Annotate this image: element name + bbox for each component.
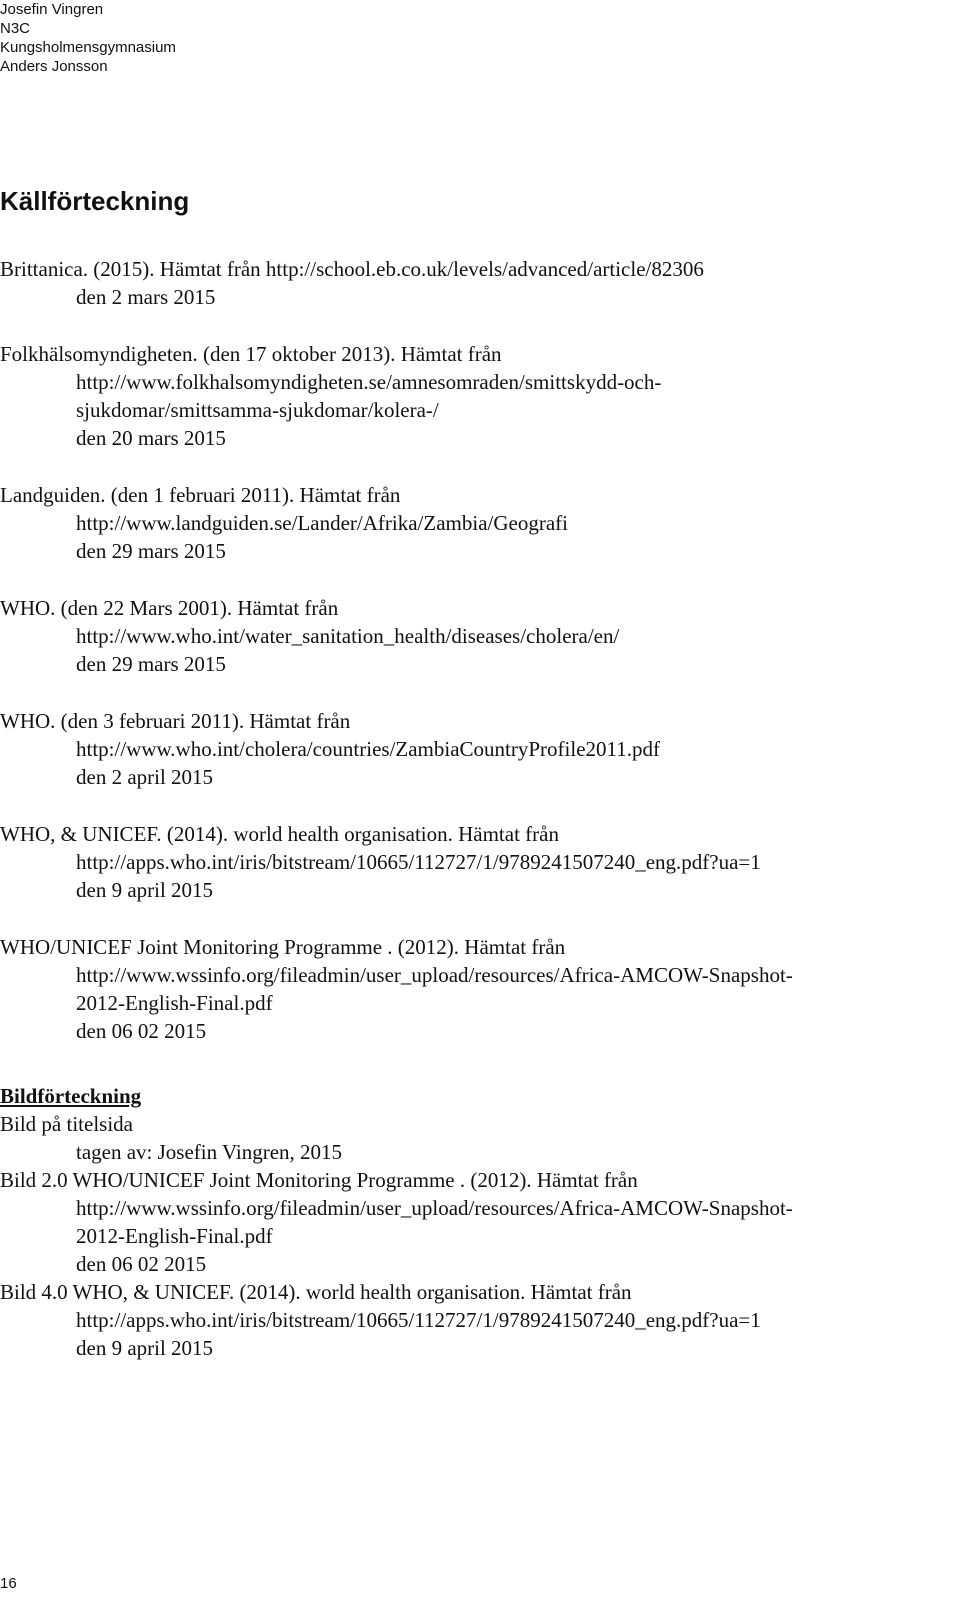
document-header <box>0 0 176 76</box>
author-name: Josefin Vingren <box>0 1 104 18</box>
reference-item <box>0 820 950 904</box>
picture-list-title: Bildförteckning <box>0 1084 142 1108</box>
reference-line: WHO. (den 22 Mars 2001). Hämtat från <box>0 596 339 620</box>
reference-line: Folkhälsomyndigheten. (den 17 oktober 2013). Hämtat från <box>0 342 502 366</box>
reference-line: Landguiden. (den 1 februari 2011). Hämtat från <box>0 483 401 507</box>
reference-line: WHO, & UNICEF. (2014). world health organisation. Hämtat från <box>0 822 559 846</box>
reference-line: WHO. (den 3 februari 2011). Hämtat från <box>0 709 351 733</box>
reference-item <box>0 707 950 791</box>
page-title: Källförteckning <box>0 186 190 216</box>
reference-line: den 2 mars 2015 <box>76 285 216 309</box>
reference-line: http://www.wssinfo.org/fileadmin/user_upload/resources/Africa-AMCOW-Snapshot- <box>76 963 793 987</box>
picture-line: http://www.wssinfo.org/fileadmin/user_upload/resources/Africa-AMCOW-Snapshot- <box>76 1196 793 1220</box>
reference-line: den 06 02 2015 <box>76 1019 207 1043</box>
picture-line: Bild 2.0 WHO/UNICEF Joint Monitoring Programme . (2012). Hämtat från <box>0 1168 638 1192</box>
teacher-name: Anders Jonsson <box>0 58 108 75</box>
reference-line: WHO/UNICEF Joint Monitoring Programme . (2012). Hämtat från <box>0 935 566 959</box>
reference-item <box>0 340 950 452</box>
picture-line: den 06 02 2015 <box>76 1252 207 1276</box>
school-name: Kungsholmensgymnasium <box>0 39 176 56</box>
picture-line: http://apps.who.int/iris/bitstream/10665/112727/1/9789241507240_eng.pdf?ua=1 <box>76 1308 761 1332</box>
reference-line: den 2 april 2015 <box>76 765 214 789</box>
class-name: N3C <box>0 20 31 37</box>
reference-line: http://www.who.int/cholera/countries/ZambiaCountryProfile2011.pdf <box>76 737 661 761</box>
reference-list <box>0 255 950 1074</box>
picture-line: Bild på titelsida <box>0 1112 133 1136</box>
picture-line: Bild 4.0 WHO, & UNICEF. (2014). world health organisation. Hämtat från <box>0 1280 632 1304</box>
picture-line: 2012-English-Final.pdf <box>76 1224 273 1248</box>
reference-line: sjukdomar/smittsamma-sjukdomar/kolera-/ <box>76 398 439 422</box>
reference-line: Brittanica. (2015). Hämtat från http://school.eb.co.uk/levels/advanced/article/82306 <box>0 257 704 281</box>
reference-line: den 29 mars 2015 <box>76 652 226 676</box>
reference-line: http://www.folkhalsomyndigheten.se/amnesomraden/smittskydd-och- <box>76 370 662 394</box>
picture-list <box>0 1082 950 1362</box>
reference-line: http://apps.who.int/iris/bitstream/10665/112727/1/9789241507240_eng.pdf?ua=1 <box>76 850 761 874</box>
picture-line: den 9 april 2015 <box>76 1336 214 1360</box>
page-number: 16 <box>0 1575 17 1592</box>
reference-line: den 20 mars 2015 <box>76 426 226 450</box>
reference-line: den 29 mars 2015 <box>76 539 226 563</box>
reference-item <box>0 594 950 678</box>
reference-line: http://www.who.int/water_sanitation_health/diseases/cholera/en/ <box>76 624 620 648</box>
reference-line: http://www.landguiden.se/Lander/Afrika/Zambia/Geografi <box>76 511 568 535</box>
reference-line: 2012-English-Final.pdf <box>76 991 273 1015</box>
reference-item <box>0 255 950 311</box>
reference-line: den 9 april 2015 <box>76 878 214 902</box>
reference-item <box>0 933 950 1045</box>
reference-item <box>0 481 950 565</box>
picture-line: tagen av: Josefin Vingren, 2015 <box>76 1140 343 1164</box>
